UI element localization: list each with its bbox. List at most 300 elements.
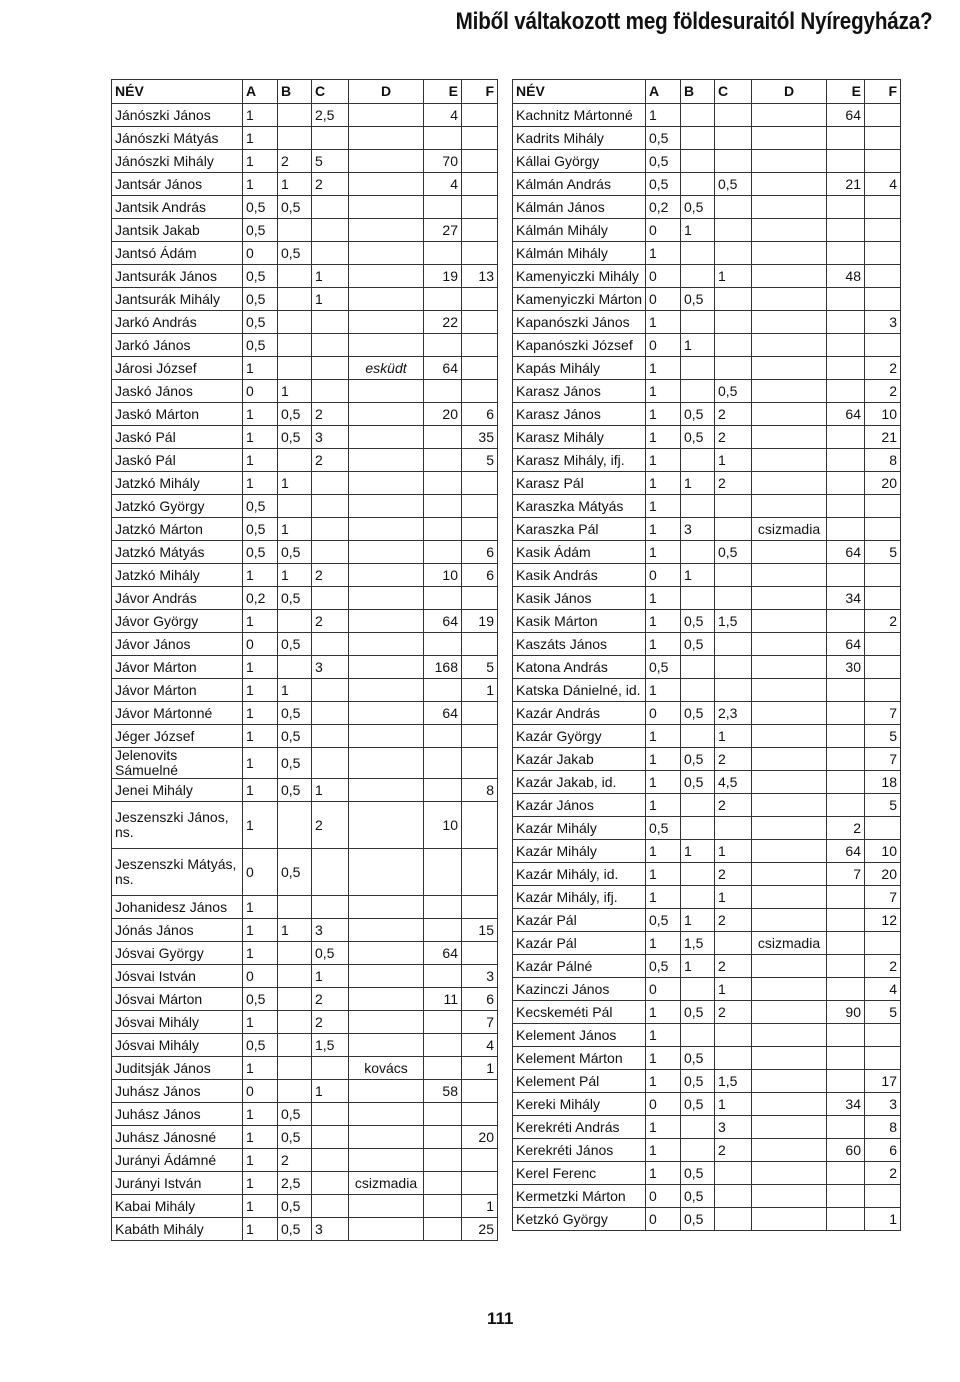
f-cell [462, 1103, 498, 1126]
table-row [112, 150, 498, 173]
a-cell: 1 [243, 426, 278, 449]
a-cell: 0 [243, 849, 278, 896]
f-cell: 6 [462, 541, 498, 564]
e-cell: 60 [827, 1139, 865, 1162]
name-cell: Kereki Mihály [513, 1093, 646, 1116]
table-row [513, 265, 901, 288]
name-cell: Jantsurák János [112, 265, 243, 288]
c-cell: 2 [312, 403, 349, 426]
f-cell: 1 [462, 679, 498, 702]
c-cell [715, 1047, 752, 1070]
name-cell: Kazár Mihály [513, 817, 646, 840]
name-cell: Kazár Pálné [513, 955, 646, 978]
f-cell [865, 679, 901, 702]
d-cell [752, 449, 827, 472]
a-cell: 0,5 [243, 1034, 278, 1057]
e-cell [827, 794, 865, 817]
name-cell: Kamenyiczki Márton [513, 288, 646, 311]
d-cell [349, 779, 424, 802]
table-row [112, 541, 498, 564]
e-cell [424, 1195, 462, 1218]
d-cell [349, 988, 424, 1011]
c-cell [715, 150, 752, 173]
table-row [513, 909, 901, 932]
e-cell [827, 886, 865, 909]
d-cell [349, 1195, 424, 1218]
a-cell: 1 [646, 1070, 681, 1093]
b-cell: 0,5 [681, 610, 715, 633]
c-cell: 2 [312, 173, 349, 196]
table-row [112, 518, 498, 541]
name-cell: Jávor András [112, 587, 243, 610]
table-row [513, 311, 901, 334]
a-cell: 0 [243, 965, 278, 988]
table-row [112, 1103, 498, 1126]
c-cell: 1,5 [715, 1070, 752, 1093]
d-cell [349, 242, 424, 265]
e-cell [827, 748, 865, 771]
a-cell: 0 [646, 564, 681, 587]
name-cell: Kabai Mihály [112, 1195, 243, 1218]
f-cell: 8 [865, 1116, 901, 1139]
name-cell: Jurányi Ádámné [112, 1149, 243, 1172]
a-cell: 0,5 [243, 988, 278, 1011]
name-cell: Katska Dánielné, id. [513, 679, 646, 702]
b-cell [278, 656, 312, 679]
e-cell [424, 1103, 462, 1126]
d-cell [349, 1080, 424, 1103]
b-cell: 1,5 [681, 932, 715, 955]
a-cell: 0,5 [646, 656, 681, 679]
a-cell: 0 [646, 978, 681, 1001]
a-cell: 1 [646, 426, 681, 449]
table-row [112, 495, 498, 518]
b-cell [681, 794, 715, 817]
name-cell: Kelement Márton [513, 1047, 646, 1070]
e-cell [827, 311, 865, 334]
d-cell [349, 150, 424, 173]
d-cell [752, 725, 827, 748]
a-cell: 1 [646, 932, 681, 955]
b-cell [681, 357, 715, 380]
c-cell: 2,5 [312, 104, 349, 127]
f-cell: 2 [865, 380, 901, 403]
table-row [513, 863, 901, 886]
c-cell: 1 [715, 978, 752, 1001]
name-cell: Kazár Mihály, ifj. [513, 886, 646, 909]
b-cell: 0,5 [278, 702, 312, 725]
table-row [513, 380, 901, 403]
d-cell: csizmadia [752, 932, 827, 955]
table-row [513, 564, 901, 587]
table-row [112, 919, 498, 942]
table-row [513, 702, 901, 725]
header-name: NÉV [513, 80, 646, 104]
d-cell [752, 679, 827, 702]
b-cell: 0,5 [681, 426, 715, 449]
c-cell: 4,5 [715, 771, 752, 794]
c-cell [312, 1103, 349, 1126]
d-cell [752, 265, 827, 288]
name-cell: Jeszenszki János, ns. [112, 802, 243, 849]
header-e: E [424, 80, 462, 104]
c-cell [715, 518, 752, 541]
e-cell [827, 771, 865, 794]
b-cell: 0,5 [681, 1070, 715, 1093]
a-cell: 1 [646, 1139, 681, 1162]
f-cell: 7 [865, 886, 901, 909]
d-cell [349, 196, 424, 219]
b-cell: 0,5 [681, 1001, 715, 1024]
e-cell [424, 1126, 462, 1149]
a-cell: 1 [646, 541, 681, 564]
e-cell: 90 [827, 1001, 865, 1024]
a-cell: 1 [243, 1172, 278, 1195]
e-cell [424, 1149, 462, 1172]
header-e: E [827, 80, 865, 104]
d-cell: csizmadia [752, 518, 827, 541]
b-cell [278, 1011, 312, 1034]
e-cell [827, 1116, 865, 1139]
b-cell: 0,5 [278, 196, 312, 219]
name-cell: Kelement János [513, 1024, 646, 1047]
table-row [112, 610, 498, 633]
e-cell [827, 725, 865, 748]
c-cell [312, 633, 349, 656]
f-cell: 10 [865, 403, 901, 426]
b-cell [681, 1024, 715, 1047]
c-cell [312, 748, 349, 779]
name-cell: Jatzkó György [112, 495, 243, 518]
b-cell: 1 [681, 840, 715, 863]
d-cell [349, 541, 424, 564]
e-cell: 10 [424, 564, 462, 587]
b-cell [681, 449, 715, 472]
name-cell: Jósvai Márton [112, 988, 243, 1011]
b-cell [681, 886, 715, 909]
e-cell [827, 564, 865, 587]
e-cell [827, 426, 865, 449]
a-cell: 1 [646, 1162, 681, 1185]
e-cell [827, 196, 865, 219]
c-cell: 1 [312, 965, 349, 988]
f-cell [865, 150, 901, 173]
f-cell: 2 [865, 1162, 901, 1185]
b-cell: 0,5 [681, 771, 715, 794]
d-cell [752, 104, 827, 127]
name-cell: Kasik András [513, 564, 646, 587]
a-cell: 1 [646, 1116, 681, 1139]
d-cell [752, 955, 827, 978]
d-cell [349, 1034, 424, 1057]
a-cell: 1 [646, 771, 681, 794]
e-cell [424, 849, 462, 896]
a-cell: 1 [243, 472, 278, 495]
table-row [513, 104, 901, 127]
d-cell [752, 173, 827, 196]
e-cell [424, 196, 462, 219]
d-cell [752, 127, 827, 150]
b-cell [278, 802, 312, 849]
right-table-body [513, 104, 901, 1231]
c-cell [312, 587, 349, 610]
name-cell: Jánószki Mátyás [112, 127, 243, 150]
table-row [112, 127, 498, 150]
d-cell [752, 817, 827, 840]
a-cell: 0,5 [646, 817, 681, 840]
e-cell [827, 1024, 865, 1047]
c-cell: 2 [715, 403, 752, 426]
name-cell: Kazár János [513, 794, 646, 817]
f-cell: 5 [865, 794, 901, 817]
e-cell [827, 932, 865, 955]
f-cell [462, 242, 498, 265]
table-row [513, 1139, 901, 1162]
e-cell: 70 [424, 150, 462, 173]
table-row [112, 219, 498, 242]
a-cell: 1 [243, 919, 278, 942]
table-row [513, 196, 901, 219]
table-row [513, 771, 901, 794]
table-row [112, 1034, 498, 1057]
a-cell: 0 [646, 265, 681, 288]
a-cell: 1 [646, 242, 681, 265]
f-cell: 7 [865, 748, 901, 771]
e-cell [424, 380, 462, 403]
name-cell: Kazár György [513, 725, 646, 748]
c-cell [715, 242, 752, 265]
f-cell: 13 [462, 265, 498, 288]
a-cell: 0,5 [243, 265, 278, 288]
b-cell [278, 449, 312, 472]
table-header-row [112, 80, 498, 104]
a-cell: 1 [243, 942, 278, 965]
c-cell [312, 896, 349, 919]
table-row [112, 449, 498, 472]
b-cell [278, 495, 312, 518]
d-cell [752, 242, 827, 265]
a-cell: 1 [243, 679, 278, 702]
d-cell [349, 403, 424, 426]
b-cell: 2 [278, 1149, 312, 1172]
a-cell: 1 [243, 449, 278, 472]
a-cell: 0,5 [646, 909, 681, 932]
d-cell [752, 1185, 827, 1208]
table-row [513, 1116, 901, 1139]
b-cell: 0,5 [278, 1195, 312, 1218]
e-cell [424, 288, 462, 311]
d-cell [349, 656, 424, 679]
c-cell: 3 [312, 1218, 349, 1241]
name-cell: Jaskó Pál [112, 449, 243, 472]
d-cell [752, 472, 827, 495]
a-cell: 1 [243, 896, 278, 919]
d-cell: csizmadia [349, 1172, 424, 1195]
a-cell: 0,5 [646, 127, 681, 150]
c-cell: 5 [312, 150, 349, 173]
a-cell: 1 [243, 802, 278, 849]
a-cell: 0 [646, 288, 681, 311]
d-cell [752, 1116, 827, 1139]
table-row [112, 265, 498, 288]
table-row [513, 173, 901, 196]
a-cell: 1 [646, 587, 681, 610]
table-row [513, 403, 901, 426]
name-cell: Karaszka Mátyás [513, 495, 646, 518]
f-cell [462, 150, 498, 173]
c-cell [715, 196, 752, 219]
d-cell [349, 449, 424, 472]
c-cell: 2 [715, 1139, 752, 1162]
c-cell [715, 311, 752, 334]
f-cell [865, 288, 901, 311]
c-cell [715, 564, 752, 587]
d-cell [752, 1047, 827, 1070]
b-cell: 1 [681, 955, 715, 978]
a-cell: 0,5 [243, 541, 278, 564]
table-row [513, 1047, 901, 1070]
e-cell: 4 [424, 104, 462, 127]
name-cell: Kerekréti János [513, 1139, 646, 1162]
table-row [112, 173, 498, 196]
header-d: D [349, 80, 424, 104]
c-cell [312, 702, 349, 725]
f-cell: 6 [462, 564, 498, 587]
c-cell [715, 219, 752, 242]
table-row [112, 380, 498, 403]
f-cell [462, 587, 498, 610]
f-cell: 6 [865, 1139, 901, 1162]
b-cell: 0,5 [681, 633, 715, 656]
c-cell: 1 [715, 840, 752, 863]
f-cell: 3 [865, 311, 901, 334]
name-cell: Kasik Márton [513, 610, 646, 633]
name-cell: Johanidesz János [112, 896, 243, 919]
d-cell: kovács [349, 1057, 424, 1080]
header-f: F [462, 80, 498, 104]
e-cell [424, 1011, 462, 1034]
f-cell [865, 656, 901, 679]
table-row [513, 426, 901, 449]
f-cell: 5 [462, 656, 498, 679]
c-cell [715, 932, 752, 955]
e-cell: 34 [827, 587, 865, 610]
c-cell [715, 495, 752, 518]
a-cell: 1 [243, 725, 278, 748]
e-cell [827, 955, 865, 978]
a-cell: 1 [243, 610, 278, 633]
a-cell: 1 [243, 748, 278, 779]
name-cell: Jósvai Mihály [112, 1034, 243, 1057]
b-cell [278, 288, 312, 311]
f-cell: 8 [462, 779, 498, 802]
name-cell: Kasik János [513, 587, 646, 610]
f-cell: 17 [865, 1070, 901, 1093]
e-cell [424, 541, 462, 564]
c-cell: 2 [715, 748, 752, 771]
d-cell [349, 919, 424, 942]
e-cell [424, 1218, 462, 1241]
b-cell: 0,5 [681, 403, 715, 426]
name-cell: Jósvai Mihály [112, 1011, 243, 1034]
b-cell: 1 [681, 219, 715, 242]
d-cell [349, 802, 424, 849]
f-cell [865, 932, 901, 955]
d-cell [752, 748, 827, 771]
f-cell: 2 [865, 357, 901, 380]
name-cell: Jánószki Mihály [112, 150, 243, 173]
c-cell [312, 219, 349, 242]
table-row [112, 564, 498, 587]
table-row [112, 1172, 498, 1195]
name-cell: Járosi József [112, 357, 243, 380]
c-cell [715, 104, 752, 127]
e-cell: 64 [827, 403, 865, 426]
header-b: B [681, 80, 715, 104]
c-cell: 0,5 [312, 942, 349, 965]
c-cell: 2 [312, 1011, 349, 1034]
b-cell [278, 1080, 312, 1103]
d-cell [752, 1093, 827, 1116]
table-row [112, 1126, 498, 1149]
b-cell: 0,5 [278, 633, 312, 656]
b-cell: 0,5 [278, 1218, 312, 1241]
b-cell [278, 896, 312, 919]
d-cell [752, 495, 827, 518]
f-cell [865, 587, 901, 610]
table-row [513, 288, 901, 311]
a-cell: 1 [243, 403, 278, 426]
b-cell [681, 150, 715, 173]
c-cell: 3 [312, 656, 349, 679]
f-cell: 1 [462, 1195, 498, 1218]
a-cell: 0 [646, 1093, 681, 1116]
name-cell: Jávor Mártonné [112, 702, 243, 725]
e-cell [827, 1162, 865, 1185]
name-cell: Jatzkó Mihály [112, 564, 243, 587]
e-cell [827, 1185, 865, 1208]
c-cell [715, 288, 752, 311]
table-row [513, 127, 901, 150]
a-cell: 1 [243, 1218, 278, 1241]
f-cell [462, 173, 498, 196]
b-cell: 0,5 [681, 1093, 715, 1116]
b-cell: 0,5 [681, 1162, 715, 1185]
c-cell: 2 [715, 794, 752, 817]
table-row [513, 978, 901, 1001]
name-cell: Juhász János [112, 1080, 243, 1103]
c-cell: 1 [312, 1080, 349, 1103]
table-row [513, 541, 901, 564]
table-row [513, 472, 901, 495]
header-name: NÉV [112, 80, 243, 104]
c-cell: 1 [715, 886, 752, 909]
b-cell: 0,5 [681, 1208, 715, 1231]
f-cell [865, 817, 901, 840]
d-cell [349, 702, 424, 725]
b-cell [681, 587, 715, 610]
b-cell [681, 242, 715, 265]
e-cell [424, 919, 462, 942]
c-cell: 1 [715, 725, 752, 748]
f-cell [462, 748, 498, 779]
d-cell [752, 1139, 827, 1162]
a-cell: 0,5 [243, 334, 278, 357]
d-cell [752, 794, 827, 817]
b-cell [681, 265, 715, 288]
c-cell: 1 [312, 288, 349, 311]
table-row [112, 965, 498, 988]
